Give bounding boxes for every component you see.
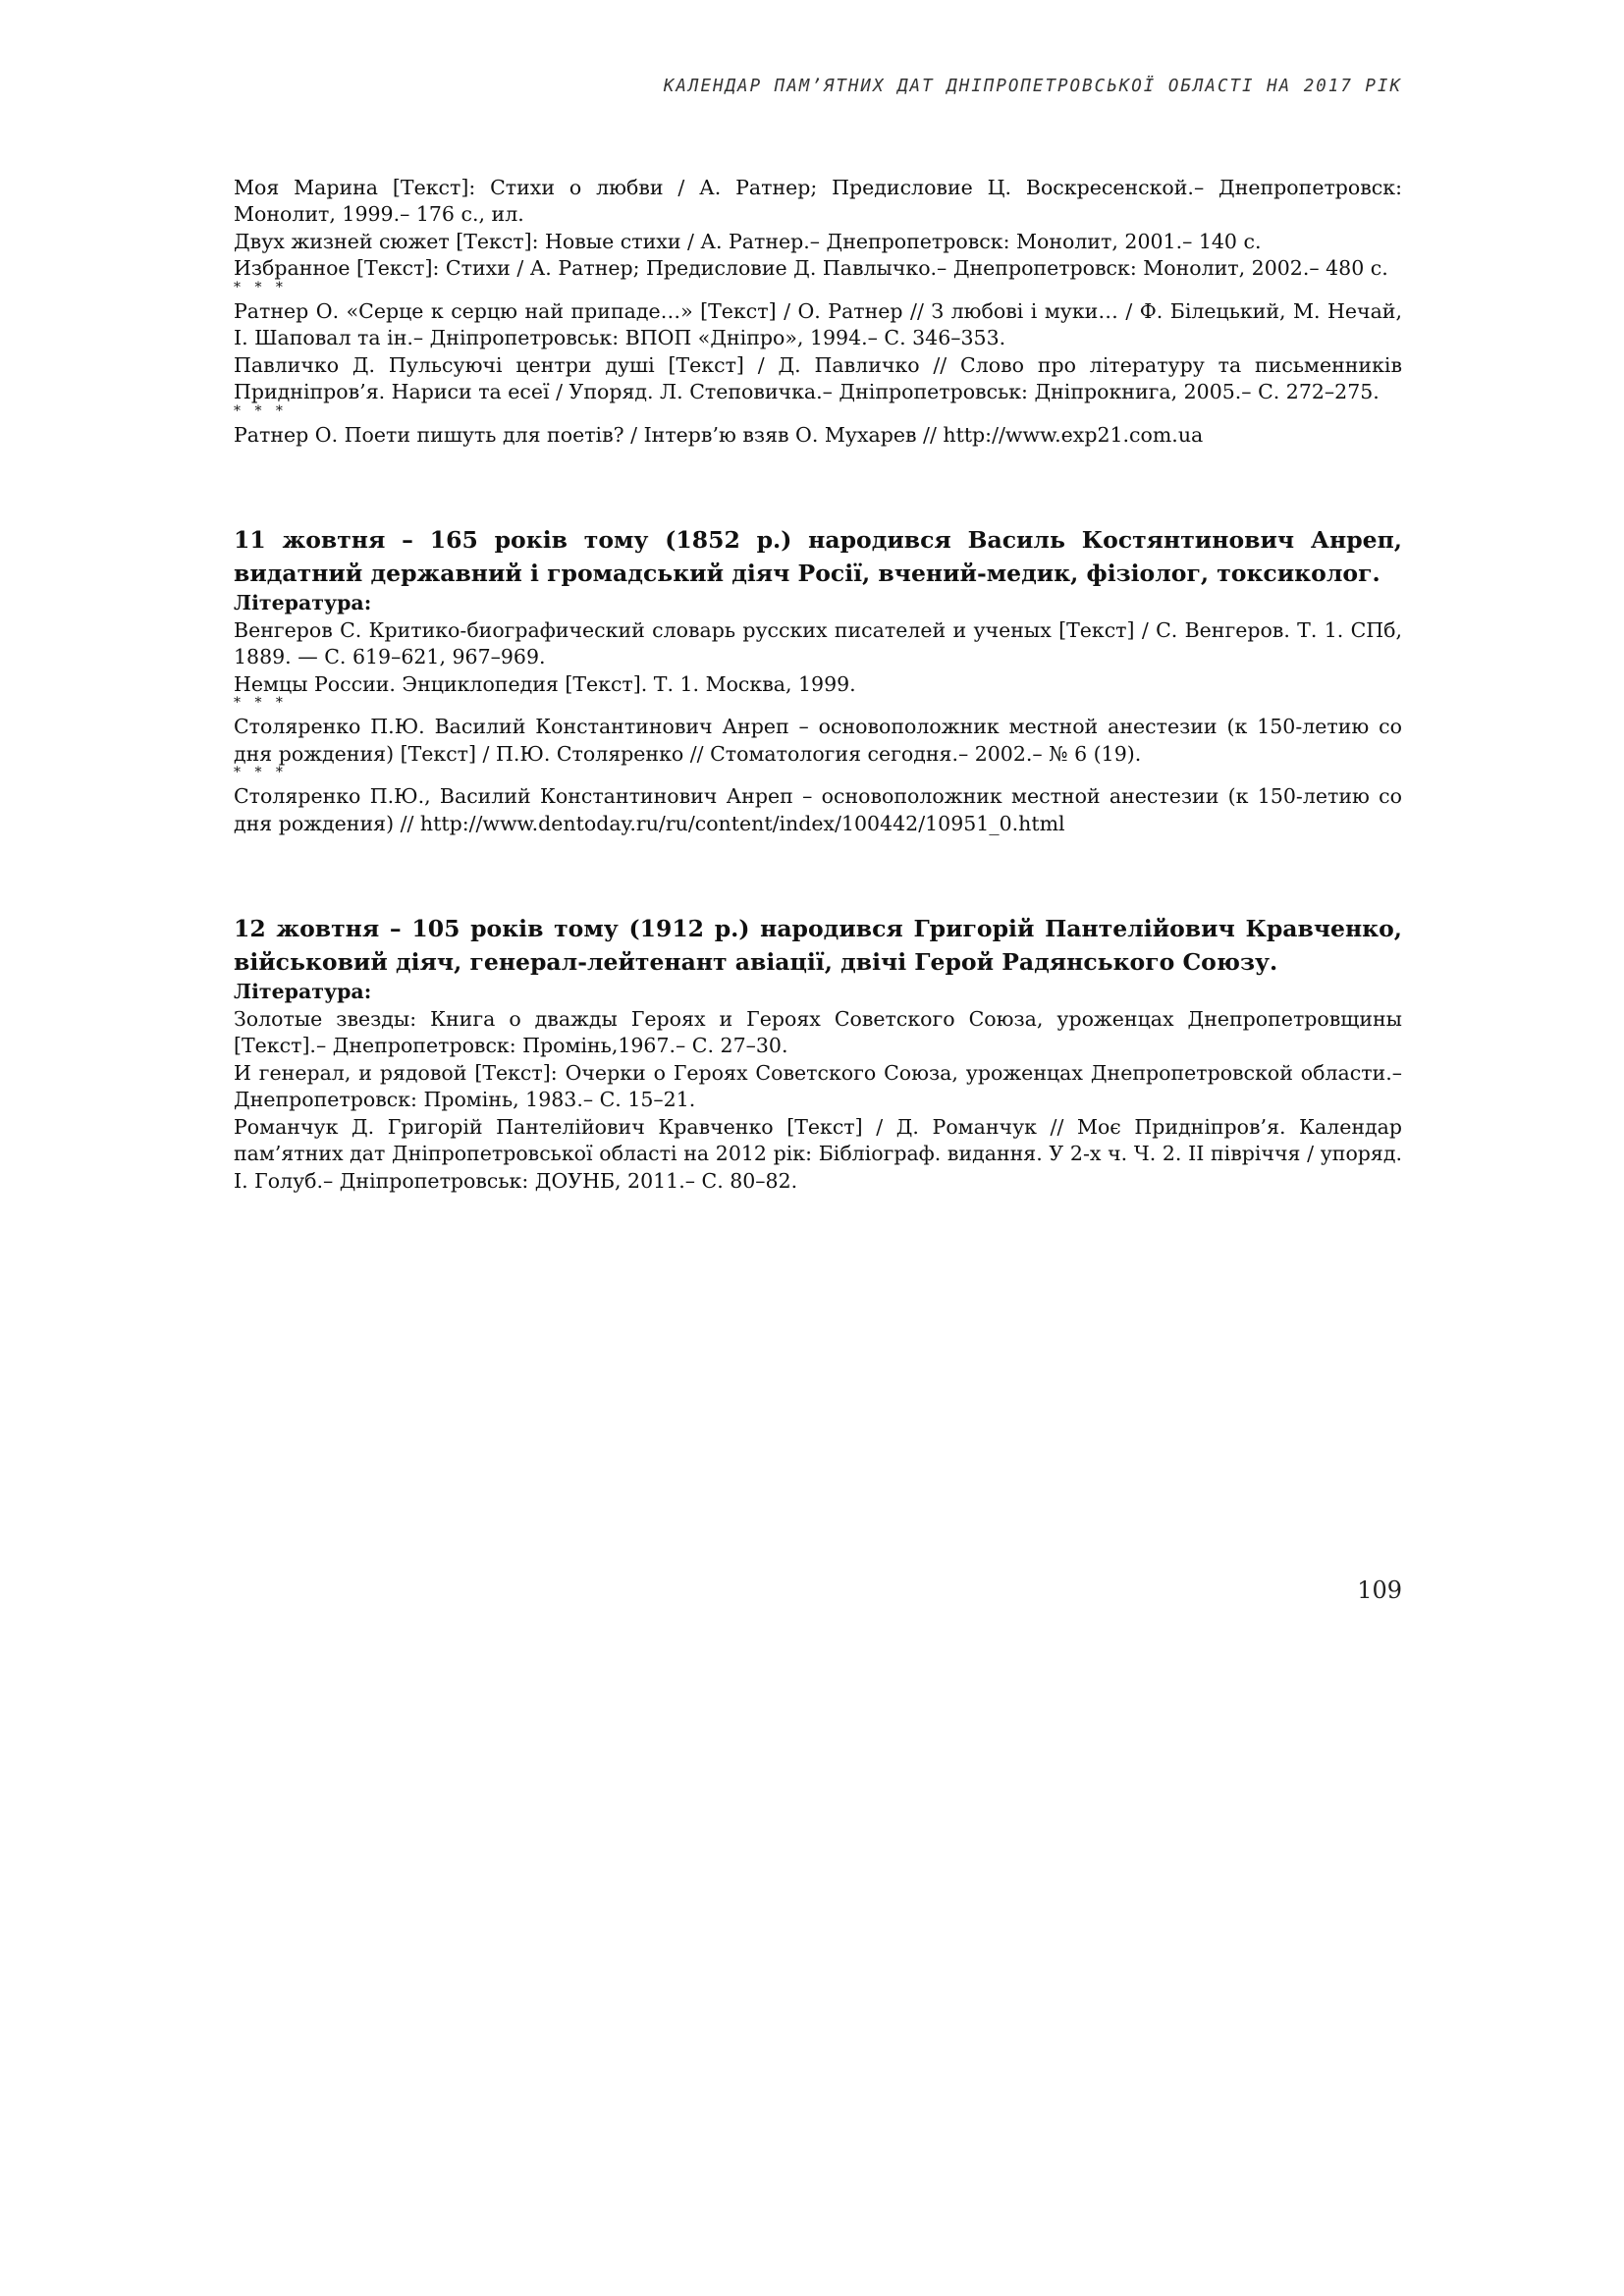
section-anrep <box>234 523 1402 837</box>
page-number: 109 <box>1357 1576 1402 1604</box>
bib-entry-link[interactable]: Ратнер О. Поети пишуть для поетів? / Інтерв’ю взяв О. Мухарев // http://www.exp21.com.ua <box>234 422 1204 447</box>
bib-entry: Столяренко П.Ю. Василий Константинович Анреп – основоположник местной анестезии (к 150-летию со дня рождения) [Текст] / П.Ю. Столяренко // Стоматология сегодня.– 2002.– № 6 (19). <box>234 715 1402 766</box>
intro-bibliography <box>234 175 1402 449</box>
page-content <box>234 175 1402 1195</box>
literature-label: Література: <box>234 591 372 615</box>
separator-stars: * * * <box>234 402 288 419</box>
section-kravchenko <box>234 912 1402 1195</box>
bib-entry: Романчук Д. Григорій Пантелійович Кравченко [Текст] / Д. Романчук // Моє Придніпров’я. Календар пам’ятних дат Дніпропетровської області на 2012 рік: Бібліограф. видання. У 2-х ч. Ч. 2. ІІ півріччя / упоряд. І. Голуб.– Дніпропетровськ: ДОУНБ, 2011.– С. 80–82. <box>234 1114 1402 1193</box>
bib-entry: Избранное [Текст]: Стихи / А. Ратнер; Предисловие Д. Павлычко.– Днепропетровск: Монолит, 2002.– 480 с. <box>234 256 1388 281</box>
bib-entry: Двух жизней сюжет [Текст]: Новые стихи / А. Ратнер.– Днепропетровск: Монолит, 2001.– 140 с. <box>234 229 1262 253</box>
separator-stars: * * * <box>234 765 288 781</box>
section-heading: 12 жовтня – 105 років тому (1912 р.) народився Григорій Пантелійович Кравченко, військовий діяч, генерал-лейтенант авіації, двічі Герой Радянського Союзу. <box>234 915 1402 977</box>
separator-stars: * * * <box>234 279 288 295</box>
bib-entry: Немцы России. Энциклопедия [Текст]. Т. 1. Москва, 1999. <box>234 671 856 696</box>
bib-entry: Венгеров С. Критико-биографический словарь русских писателей и ученых [Текст] / С. Венгеров. Т. 1. СПб, 1889. — С. 619–621, 967–969. <box>234 617 1402 669</box>
bib-entry: Ратнер О. «Серце к серцю най припаде…» [Текст] / О. Ратнер // З любові і муки… / Ф. Білецький, М. Нечай, І. Шаповал та ін.– Дніпропетровськ: ВПОП «Дніпро», 1994.– С. 346–353. <box>234 298 1402 350</box>
bib-entry: И генерал, и рядовой [Текст]: Очерки о Героях Советского Союза, уроженцах Днепропетровской области.– Днепропетровск: Промінь, 1983.– С. 15–21. <box>234 1060 1402 1112</box>
bib-entry: Золотые звезды: Книга о дважды Героях и Героях Советского Союза, уроженцах Днепропетровщины [Текст].– Днепропетровск: Промінь,1967.– С. 27–30. <box>234 1006 1402 1058</box>
section-heading: 11 жовтня – 165 років тому (1852 р.) народився Василь Костянтинович Анреп, видатний державний і громадський діяч Росії, вчений-медик, фізіолог, токсиколог. <box>234 526 1402 588</box>
running-header: КАЛЕНДАР ПАМ’ЯТНИХ ДАТ ДНІПРОПЕТРОВСЬКОЇ ОБЛАСТІ НА 2017 РІК <box>663 77 1402 96</box>
bib-entry: Павличко Д. Пульсуючі центри душі [Текст] / Д. Павличко // Слово про літературу та письменників Придніпров’я. Нариси та есеї / Упоряд. Л. Степовичка.– Дніпропетровськ: Дніпрокнига, 2005.– С. 272–275. <box>234 352 1402 404</box>
bib-entry-link[interactable]: Столяренко П.Ю., Василий Константинович Анреп – основоположник местной анестезии (к 150-летию со дня рождения) // http://www.dentoday.ru/ru/content/index/100442/10951_0.html <box>234 784 1402 835</box>
separator-stars: * * * <box>234 695 288 712</box>
literature-label: Література: <box>234 980 372 1004</box>
bib-entry: Моя Марина [Текст]: Стихи о любви / А. Ратнер; Предисловие Ц. Воскресенской.– Днепропетровск: Монолит, 1999.– 176 с., ил. <box>234 176 1402 227</box>
